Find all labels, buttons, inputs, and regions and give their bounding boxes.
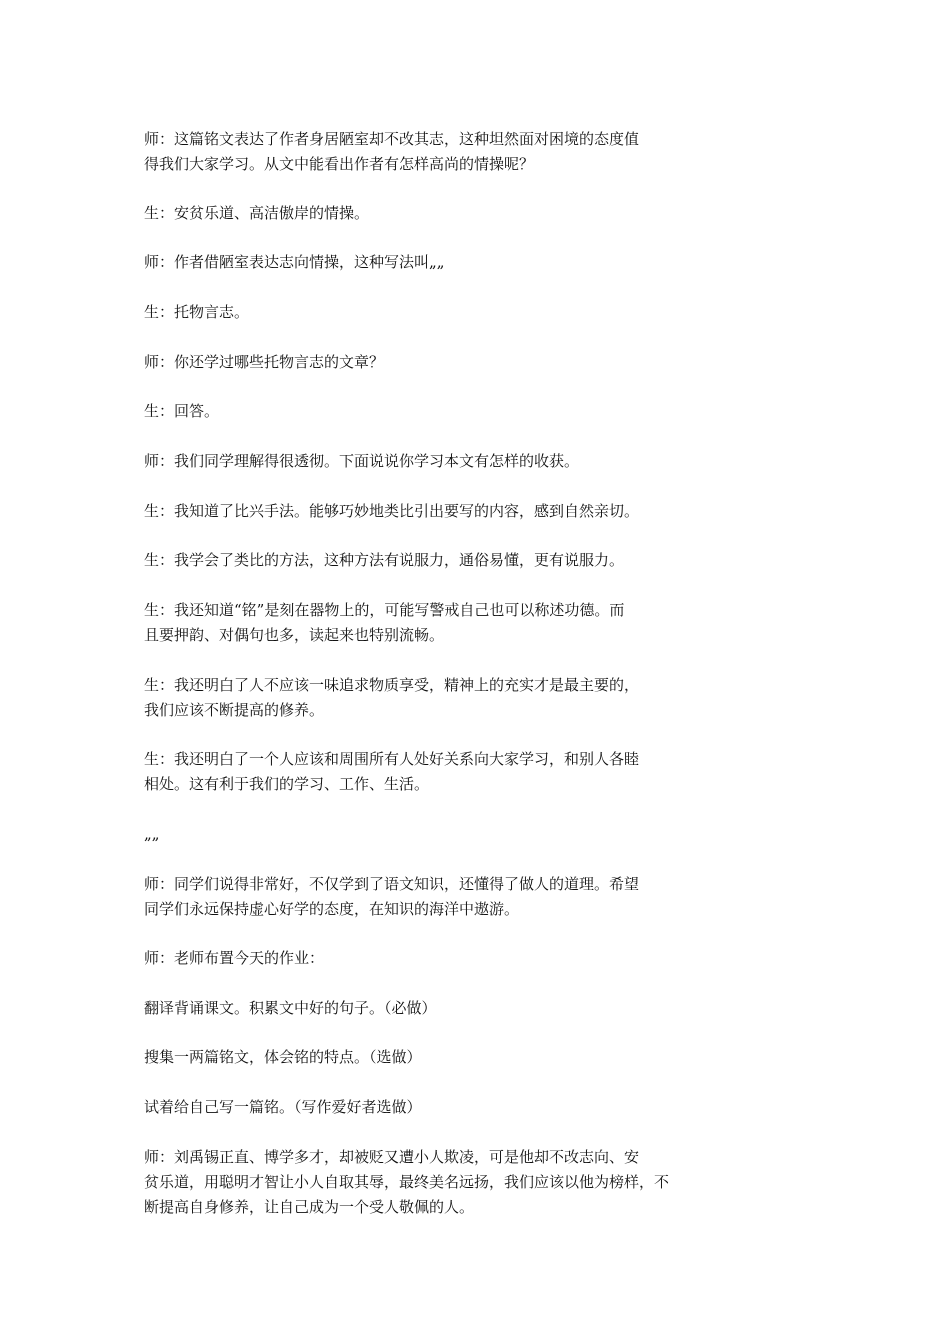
text-line: 生：我还知道“铭”是刻在器物上的，可能写警戒自己也可以称述功德。而 [144,601,625,619]
text-line: 生：我学会了类比的方法，这种方法有说服力，通俗易懂，更有说服力。 [144,551,625,569]
text-line: 师：这篇铭文表达了作者身居陋室却不改其志，这种坦然面对困境的态度值 [144,130,640,148]
paragraph-student-answer [144,499,744,524]
text-line: 师：同学们说得非常好，不仅学到了语文知识，还懂得了做人的道理。希望 [144,875,640,893]
paragraph-student-answer [144,747,744,797]
paragraph-teacher-summary [144,872,744,922]
paragraph-teacher-conclusion [144,1145,744,1220]
text-line: 生：我知道了比兴手法。能够巧妙地类比引出要写的内容，感到自然亲切。 [144,502,640,520]
text-line: 师：作者借陋室表达志向情操，这种写法叫„„ [144,253,445,271]
text-line: 师：你还学过哪些托物言志的文章？ [144,353,385,371]
text-line: 断提高自身修养，让自己成为一个受人敬佩的人。 [144,1198,475,1216]
paragraph-teacher-prompt [144,449,744,474]
text-line: 贫乐道，用聪明才智让小人自取其辱，最终美名远扬，我们应该以他为榜样，不 [144,1173,670,1191]
paragraph-student-answer [144,201,744,226]
text-line: 相处。这有利于我们的学习、工作、生活。 [144,775,430,793]
text-line: „„ [144,825,160,843]
text-line: 师：老师布置今天的作业： [144,949,325,967]
paragraph-teacher-question [144,127,744,177]
text-line: 搜集一两篇铭文，体会铭的特点。（选做） [144,1048,422,1066]
text-line: 生：我还明白了人不应该一味追求物质享受，精神上的充实才是最主要的， [144,676,640,694]
paragraph-student-answer [144,598,744,648]
paragraph-student-answer [144,300,744,325]
text-line: 师：我们同学理解得很透彻。下面说说你学习本文有怎样的收获。 [144,452,580,470]
paragraph-homework-intro [144,946,744,971]
text-line: 生：我还明白了一个人应该和周围所有人处好关系向大家学习，和别人各睦 [144,750,640,768]
paragraph-homework-item [144,1045,744,1070]
paragraph-student-answer [144,548,744,573]
text-line: 生：托物言志。 [144,303,250,321]
paragraph-student-answer [144,673,744,723]
paragraph-teacher-prompt [144,250,744,275]
text-line: 我们应该不断提高的修养。 [144,701,325,719]
paragraph-teacher-question [144,350,744,375]
text-line: 翻译背诵课文。积累文中好的句子。（必做） [144,999,437,1017]
paragraph-homework-item [144,996,744,1021]
text-line: 同学们永远保持虚心好学的态度，在知识的海洋中遨游。 [144,900,520,918]
text-line: 且要押韵、对偶句也多，读起来也特别流畅。 [144,626,445,644]
paragraph-student-answer [144,399,744,424]
text-line: 师：刘禹锡正直、博学多才，却被贬又遭小人欺凌，可是他却不改志向、安 [144,1148,640,1166]
paragraph-homework-item [144,1095,744,1120]
text-line: 试着给自己写一篇铭。（写作爱好者选做） [144,1098,422,1116]
text-line: 生：回答。 [144,402,220,420]
text-line: 得我们大家学习。从文中能看出作者有怎样高尚的情操呢？ [144,155,535,173]
paragraph-ellipsis [144,822,744,847]
text-line: 生：安贫乐道、高洁傲岸的情操。 [144,204,370,222]
